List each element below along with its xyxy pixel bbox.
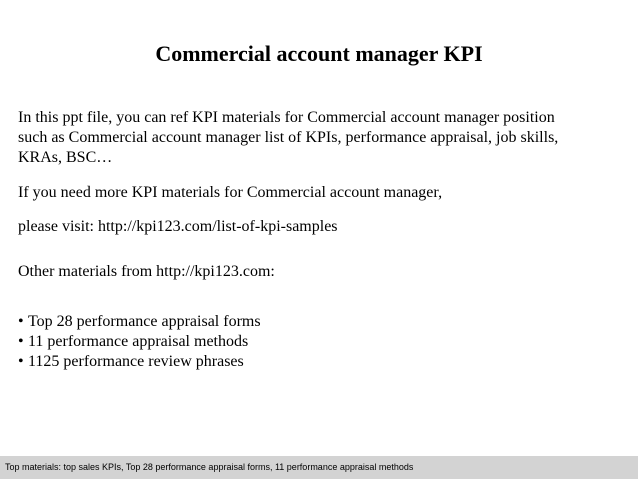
bullet-icon: • bbox=[18, 353, 24, 370]
visit-link-text[interactable]: please visit: http://kpi123.com/list-of-kpi-samples bbox=[18, 218, 338, 235]
list-item[interactable] bbox=[18, 352, 261, 372]
footer-bar bbox=[0, 456, 638, 479]
slide-title: Commercial account manager KPI bbox=[155, 41, 483, 66]
intro-line-1: In this ppt file, you can ref KPI materials for Commercial account manager position bbox=[18, 109, 555, 126]
intro-line-3: KRAs, BSC… bbox=[18, 149, 113, 166]
intro-line-2: such as Commercial account manager list of KPIs, performance appraisal, job skills, bbox=[18, 129, 559, 146]
need-more-text: If you need more KPI materials for Commercial account manager, bbox=[18, 184, 443, 201]
bullet-icon: • bbox=[18, 333, 24, 350]
list-item[interactable] bbox=[18, 332, 261, 352]
list-item-label: Top 28 performance appraisal forms bbox=[28, 313, 261, 330]
list-item[interactable] bbox=[18, 312, 261, 332]
other-materials-heading: Other materials from http://kpi123.com: bbox=[18, 263, 275, 280]
list-item-label: 1125 performance review phrases bbox=[28, 353, 244, 370]
bullet-icon: • bbox=[18, 313, 24, 330]
list-item-label: 11 performance appraisal methods bbox=[28, 333, 249, 350]
intro-paragraph bbox=[18, 108, 628, 168]
footer-text[interactable]: Top materials: top sales KPIs, Top 28 performance appraisal forms, 11 performance appraisal methods bbox=[5, 462, 414, 472]
materials-list bbox=[18, 312, 261, 372]
